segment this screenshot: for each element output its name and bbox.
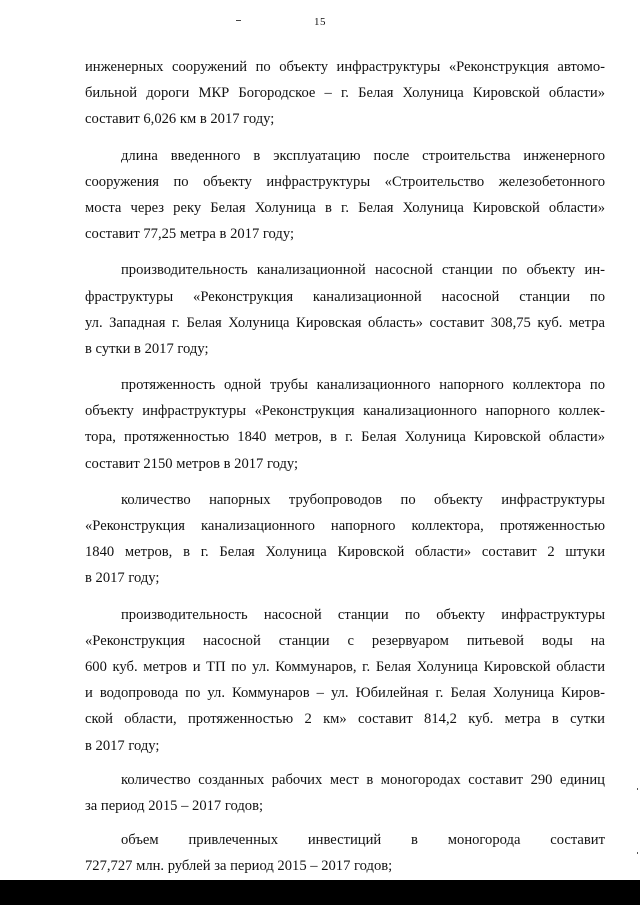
paragraph <box>85 827 605 879</box>
paragraph <box>85 372 605 477</box>
text-line: моста через реку Белая Холуница в г. Белая Холуница Кировской области» <box>85 199 605 216</box>
text-line: «Реконструкция насосной станции с резервуаром питьевой воды на <box>85 632 605 649</box>
text-line: количество напорных трубопроводов по объекту инфраструктуры <box>121 491 605 508</box>
text-line: в 2017 году; <box>85 737 160 754</box>
text-line: в 2017 году; <box>85 570 160 587</box>
paragraph <box>85 54 605 133</box>
document-body <box>85 54 605 879</box>
text-line: 600 куб. метров и ТП по ул. Коммунаров, г. Белая Холуница Кировской области <box>85 658 605 675</box>
text-line: составит 2150 метров в 2017 году; <box>85 455 299 472</box>
text-line: составит 6,026 км в 2017 году; <box>85 111 275 128</box>
page-number: 15 <box>314 16 326 28</box>
paragraph <box>85 767 605 819</box>
text-line: составит 77,25 метра в 2017 году; <box>85 226 295 243</box>
text-line: тора, протяженностью 1840 метров, в г. Белая Холуница Кировской области» <box>85 429 605 446</box>
text-line: 727,727 млн. рублей за период 2015 – 2017 годов; <box>85 858 393 875</box>
text-line: фраструктуры «Реконструкция канализационной насосной станции по <box>85 288 605 305</box>
text-line: количество созданных рабочих мест в моногородах составит 290 единиц <box>121 771 605 788</box>
text-line: «Реконструкция канализационного напорного коллектора, протяженностью <box>85 518 605 534</box>
text-line: производительность насосной станции по объекту инфраструктуры <box>121 606 605 623</box>
text-line: длина введенного в эксплуатацию после строительства инженерного <box>121 147 605 164</box>
scan-speck <box>637 788 638 790</box>
text-line: производительность канализационной насосной станции по объекту ин- <box>121 262 605 279</box>
paragraph <box>85 602 605 759</box>
text-line: ской области, протяженностью 2 км» составит 814,2 куб. метра в сутки <box>85 711 605 728</box>
text-line: протяженность одной трубы канализационного напорного коллектора по <box>121 377 605 394</box>
text-line: в сутки в 2017 году; <box>85 340 209 357</box>
text-line: сооружения по объекту инфраструктуры «Строительство железобетонного <box>85 173 605 190</box>
text-line: ул. Западная г. Белая Холуница Кировская область» составит 308,75 куб. метра <box>85 314 605 331</box>
text-line: бильной дороги МКР Богородское – г. Белая Холуница Кировской области» <box>85 85 605 102</box>
text-line: объекту инфраструктуры «Реконструкция канализационного напорного коллек- <box>85 403 605 420</box>
text-line: инженерных сооружений по объекту инфраструктуры «Реконструкция автомо- <box>85 59 605 75</box>
text-line: объем привлеченных инвестиций в моногорода составит <box>121 832 605 849</box>
paragraph <box>85 257 605 362</box>
text-line: 1840 метров, в г. Белая Холуница Кировской области» составит 2 штуки <box>85 544 605 561</box>
text-line: и водопровода по ул. Коммунаров – ул. Юбилейная г. Белая Холуница Киров- <box>85 685 605 702</box>
paragraph <box>85 143 605 248</box>
paragraph <box>85 487 605 592</box>
scan-speck <box>637 852 638 854</box>
text-line: за период 2015 – 2017 годов; <box>85 797 264 814</box>
scan-border <box>0 880 640 905</box>
